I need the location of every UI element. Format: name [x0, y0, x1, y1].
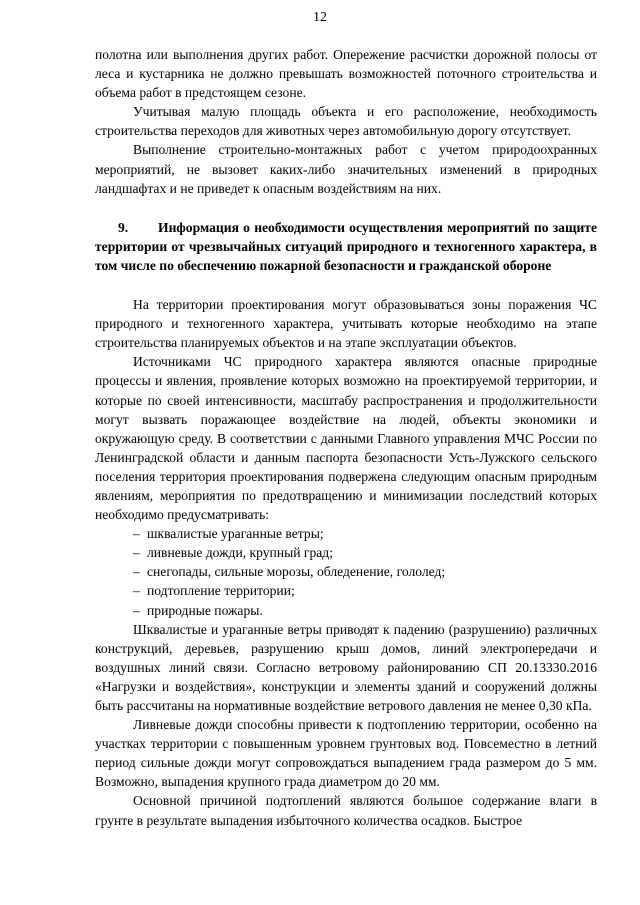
hazards-list — [95, 524, 597, 619]
paragraph-continuation: полотна или выполнения других работ. Опережение расчистки дорожной полосы от леса и кустарника не должно превышать возможностей поточного строительства и объема работ в предстоящем сезоне. — [95, 47, 597, 101]
paragraph-rain: Ливневые дожди способны привести к подтоплению территории, особенно на участках территории с повышенным уровнем грунтовых вод. Повсеместно в летний период сильные дожди могут сопровождаться выпадением града размером до 5 мм. Возможно, выпадения крупного града диаметром до 20 мм. — [95, 717, 597, 790]
paragraph-construction-impact: Выполнение строительно-монтажных работ с учетом природоохранных мероприятий, не вызовет каких-либо значительных изменений в природных ландшафтах и не приведет к опасным воздействиям на них. — [95, 142, 597, 196]
section-title: Информация о необходимости осуществления мероприятий по защите территории от чрезвычайных ситуаций природного и техногенного характера, в том числе по обеспечению пожарной безопасности и гражданской обороне — [95, 219, 597, 273]
list-item: – ливневые дожди, крупный град; — [133, 543, 597, 562]
paragraph-winds: Шквалистые и ураганные ветры приводят к падению (разрушению) различных конструкций, деревьев, разрушению крыш домов, линий электропередачи и воздушных линий связи. Согласно ветровому районированию СП 20.13330.2016 «Нагрузки и воздействия», конструкции и элементы зданий и сооружений должны быть рассчитаны на нормативные воздействие ветрового давления не менее 0,30 кПа. — [95, 621, 597, 713]
list-item: – природные пожары. — [133, 601, 597, 620]
list-item: – снегопады, сильные морозы, обледенение, гололед; — [133, 562, 597, 581]
section-heading — [95, 218, 597, 275]
section-number: 9. — [118, 219, 129, 235]
paragraph-animal-crossings: Учитывая малую площадь объекта и его расположение, необходимость строительства переходов для животных через автомобильную дорогу отсутствует. — [95, 104, 597, 139]
page-body — [95, 45, 597, 830]
list-item: – шквалистые ураганные ветры; — [133, 524, 597, 543]
paragraph-natural-sources: Источниками ЧС природного характера являются опасные природные процессы и явления, проявление которых возможно на проектируемой территории, и которые по своей интенсивности, масштабу распространения и продолжительности могут вызвать поражающее воздействие на людей, объекты экономики и окружающую среду. В соответствии с данными Главного управления МЧС России по Ленинградской области и данным паспорта безопасности Усть-Лужского сельского поселения территория проектирования подвержена следующим опасным природным явлениям, мероприятия по предотвращению и минимизации последствий которых необходимо предусматривать: — [95, 354, 597, 523]
list-item: – подтопление территории; — [133, 581, 597, 600]
paragraph-flooding: Основной причиной подтоплений являются большое содержание влаги в грунте в результате выпадения избыточного количества осадков. Быстрое — [95, 793, 597, 828]
paragraph-emergency-zones: На территории проектирования могут образовываться зоны поражения ЧС природного и техногенного характера, учитывать которые необходимо на этапе строительства планируемых объектов и на этапе эксплуатации объектов. — [95, 297, 597, 351]
page-number: 12 — [313, 10, 327, 25]
